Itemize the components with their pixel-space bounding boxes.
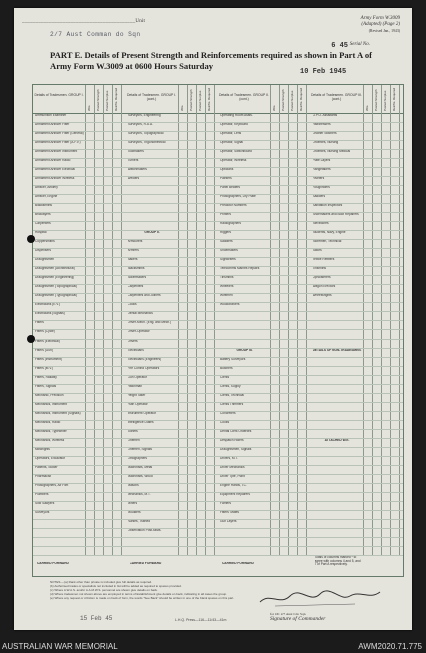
trade-label: Storemen, Technical [312, 240, 342, 244]
trade-label: Masons [127, 483, 139, 487]
trade-label: Leather Stitchers [312, 132, 337, 136]
trade-label: Rangetakers [312, 168, 331, 172]
trade-label: Intelligence Duties [127, 420, 154, 424]
trade-label: Photographers, Dry Plate [220, 195, 256, 199]
trade-label: Draughtsmen (Topographical) [35, 285, 77, 289]
trade-label: ATTACHED W.E. [324, 438, 350, 442]
trade-label: Tailors [312, 249, 322, 253]
trade-label: Signwriters [220, 258, 236, 262]
trade-label: GROUP III. [236, 348, 253, 352]
trade-label: Wheelers [220, 285, 234, 289]
column-head: Posted Surplus [105, 90, 109, 111]
trade-label: Painters [220, 177, 232, 181]
trade-label: Mechanics, Instrument (Signals) [35, 411, 81, 415]
trade-label: Dental Clerk Orderlies [220, 429, 252, 433]
group-header-label: Details of Tradesmen. GROUP I. [34, 93, 84, 97]
unit-stamp: 2/7 Aust Comman do Sqn [50, 31, 141, 38]
trade-label: Saddlers [312, 195, 326, 199]
trade-label: Blacksmiths [35, 204, 53, 208]
trade-label: Plumbers [35, 492, 49, 496]
notes: NOTES.—(a) Rank other than private is included give full details as required. (b) Authorised trades or specialists not included in list will be added as required to spaces provided. (c) Where A.W.A.S. and/or A.A.M.W.S. personnel are shown give details on back. (d) Where tradesmen not shown above are employed in terms of Establishment give details on back, indicating in all cases the group. (e) Where any request or criticism is made on back of form, the words "See Back" should be written in one of the blank spaces on this part. [50, 580, 235, 600]
trade-label: Cooks [127, 303, 137, 307]
trade-label: Operator, Wireless [220, 159, 247, 163]
trade-label: Armament Artificer Fitter (General) [35, 132, 84, 136]
trade-label: Engine Hands, I.C. [220, 483, 247, 487]
trade-label: Armament Artificer Fitter [35, 123, 70, 127]
trade-label: Turners [127, 159, 139, 163]
hole-punch [27, 235, 35, 243]
trade-label: Wagon Erectors [312, 285, 336, 289]
trade-label: Students, Navy, Engine [312, 231, 346, 235]
trade-label: Observation Post Assts. [127, 528, 162, 532]
trade-label: Gun Operator [127, 375, 147, 379]
trade-label: Plate Layers [312, 159, 331, 163]
trade-label: Predictor Numbers [220, 204, 247, 208]
trade-label: Mechanics, Instrument [35, 402, 68, 406]
printer-line: L.H.Q. Press—116—11/43—41m [175, 618, 227, 622]
trade-label: Armrers [127, 249, 139, 253]
trade-label: Photographers, Air Film [35, 483, 69, 487]
trade-label: Woodworkers [220, 303, 240, 307]
trade-label: Tinsmiths [312, 267, 327, 271]
caption-bar [0, 641, 426, 653]
caption-left: AUSTRALIAN WAR MEMORIAL [2, 642, 118, 651]
trade-label: Linemen [127, 438, 140, 442]
form-title: PART E. Details of Present Strength and Reinforcements required as shown in Part A of Army Form W.3009 at 0600 Hours Saturday [50, 50, 373, 71]
column-head: Posted Strength [188, 89, 193, 111]
trade-label: Clerks, Supply [220, 384, 241, 388]
trade-label: Pharmacist [35, 474, 51, 478]
trade-label: Moulders [127, 510, 141, 514]
column-head: Reinfts. Required [391, 87, 396, 111]
trade-label: Panel Beaters [220, 186, 241, 190]
column-head: W.E. [87, 104, 91, 111]
caption-right: AWM2020.71.775 [358, 642, 422, 651]
trade-label: Dispensers [35, 249, 51, 253]
carried-forward-label: CARRIED FORWARD [37, 562, 69, 565]
trade-label: Upholsterers [312, 276, 331, 280]
column-head: Posted Surplus [197, 90, 202, 111]
trade-label: Height Taker [127, 393, 146, 397]
trade-label: Hutn Operator [127, 402, 148, 406]
trade-label: Riveters [312, 177, 325, 181]
column-head: W.E. [364, 104, 369, 111]
trade-label: Fitters, Railway [35, 375, 57, 379]
form-reference: Army Form W.3009 (Adapted) (Page 2) (Revised Jan., 1943) [360, 16, 400, 33]
trade-label: DETAILS OF NON-TRADESMEN. [312, 348, 362, 352]
trade-label: Printers [220, 213, 231, 217]
trade-label: Surveyors, Topographical [127, 132, 164, 136]
trade-label: Surveyors, R.A.A. [127, 123, 153, 127]
trade-label: Shoemakers and Boot Repairers [312, 213, 359, 217]
trade-label: Wiremen [220, 294, 233, 298]
trade-label: Machinists, Wood [127, 474, 153, 478]
trade-label: Clerks Trimmers [220, 402, 244, 406]
trade-label: Fitters (M.V.) [35, 366, 54, 370]
group-header-label: Details of Tradesmen. GROUP III. (cont.) [310, 93, 362, 101]
trade-label: Operator, Signal [220, 141, 244, 145]
trade-label: Fitters (Electrical) [35, 339, 60, 343]
trade-label: Artificer, Engine [35, 195, 58, 199]
trade-label: Hospital [35, 231, 47, 235]
trade-label: Clerks, Technical [220, 393, 245, 397]
trade-label: Electricians (Engineers) [127, 357, 162, 361]
trade-label: Joiners [127, 429, 138, 433]
trade-label: Lithographers [127, 456, 147, 460]
column-head: Reinfts. Required [114, 87, 118, 111]
trade-label: Shoemakers [220, 249, 238, 253]
trade-label: Carpenters and Joiners [127, 294, 161, 298]
trade-label: Millwrights [35, 447, 50, 451]
trade-label: Opticians [220, 168, 234, 172]
trade-label: Mechanics, Typewriter [35, 429, 67, 433]
trade-label: Telecomms Maintrs Repairs [220, 267, 260, 271]
trade-label: Instrument Operator [127, 411, 157, 415]
trade-label: Stevedores [312, 222, 329, 226]
trade-label: Draughtsmen, Signals [220, 447, 252, 451]
column-head: Posted Strength [281, 89, 285, 111]
trade-label: Machinists, Metal [127, 465, 153, 469]
strength-table [32, 84, 404, 556]
trade-label: Miners [127, 501, 138, 505]
trade-label: Orderlies, Nursing [312, 141, 339, 145]
trade-label: GROUP II. [144, 231, 160, 235]
trade-label: Dental Mechanics [127, 312, 153, 316]
trade-label: Mechanic, Precision [35, 393, 64, 397]
trade-label: Draughtsmen (Architectural) [35, 267, 75, 271]
trade-label: Draughtsmen (Engineering) [35, 276, 75, 280]
carried-forward-label: Totals of columns marked * to agree with columns 4 and 5, and 7 of Part A respectively. [314, 556, 361, 566]
serial-label: Serial No. [349, 42, 370, 47]
trade-label: Fitters (Instrument) [35, 357, 62, 361]
column-head: Reinfts. Required [299, 87, 303, 111]
column-head: Posted Strength [373, 89, 378, 111]
trade-label: Mechanics, Wireless [35, 438, 65, 442]
trade-label: Bricklayers [35, 213, 51, 217]
trade-label: Fitters, Signals [35, 384, 57, 388]
unit-label: __________________________________________Unit [22, 19, 146, 24]
signature-caption: for OC 2/7 Aust Cdo Sqn Signature of Commander [270, 612, 326, 622]
trade-label: Drivers [127, 339, 138, 343]
group-header-label: Details of Tradesmen. GROUP II. (cont.) [218, 93, 270, 101]
trade-label: Drivers, M.T. [220, 456, 238, 460]
table-footer [32, 554, 404, 577]
trade-label: Cooks [220, 420, 230, 424]
trade-label: Saddlers [220, 240, 233, 244]
commander-signature [255, 588, 385, 610]
trade-label: Welders [127, 177, 140, 181]
trade-label: Fitters (Cycle) [35, 330, 55, 334]
trade-label: Armament Artificer Electrical [35, 168, 76, 172]
trade-label: Tinsmiths [220, 276, 234, 280]
trade-label: Wheelwrights [312, 294, 332, 298]
trade-label: Hatchman [127, 384, 143, 388]
trade-label: Driver-Operator [127, 330, 150, 334]
trade-label: Artificer, Artillery [35, 186, 58, 190]
trade-label: Concreters [220, 411, 236, 415]
trade-label: Bakers [127, 258, 138, 262]
trade-label: Armament Artificer Wireless [35, 177, 75, 181]
trade-label: Blacksmiths [127, 267, 145, 271]
trade-label: Orderlies, Nursing Medical [312, 150, 351, 154]
trade-label: Mechanics, Radio [35, 420, 61, 424]
trade-label: Textile Refitters [312, 258, 335, 262]
trade-label: Sanitation Inspectors [312, 204, 343, 208]
trade-label: Driver Tpte, Plant [220, 474, 245, 478]
column-head: W.E. [179, 104, 184, 111]
trade-label: Surveyors [35, 510, 50, 514]
trade-label: Draughtsmen [35, 258, 55, 262]
trade-label: Roughriders [312, 186, 330, 190]
group-header-label: Details of Tradesmen. GROUP I. (cont.) [126, 93, 177, 101]
trade-label: Electricians (Signals) [35, 312, 65, 316]
trade-label: Armament Artificer Fitter (A.F.V.) [35, 141, 81, 145]
received-date-stamp: 15 Feb 45 [80, 615, 113, 622]
trade-label: Butchers [220, 366, 233, 370]
trade-label: Riggers [220, 231, 231, 235]
trade-label: Watchmakers [127, 168, 147, 172]
trade-label: Toolmakers [127, 150, 144, 154]
trade-label: Electricians [127, 348, 144, 352]
column-head: Posted Strength [96, 89, 100, 111]
trade-label: Ammunition Examiner [35, 114, 67, 117]
trade-label: Equipment Repairers [220, 492, 250, 496]
trade-label: Gun Layers [220, 519, 237, 523]
trade-label: Boilermakers [127, 276, 147, 280]
trade-label: Patients, Stoker [35, 465, 58, 469]
column-head: Posted Surplus [290, 90, 294, 111]
trade-label: Coppersmiths [35, 240, 55, 244]
trade-label: Armourers [127, 240, 143, 244]
trade-label: Armament Artificer Instrument [35, 150, 78, 154]
trade-label: Electricians (E.V.) [35, 303, 61, 307]
column-head: Reinfts. Required [206, 87, 211, 111]
trade-label: Despatch Riders [220, 438, 244, 442]
trade-label: Radiographers [220, 222, 241, 226]
trade-label: Surveyors, Engineering [127, 114, 161, 117]
trade-label: Nurses, Trained [127, 519, 150, 523]
trade-label: G.P.O. Assistants [312, 114, 338, 117]
trade-label: Clerks [220, 375, 230, 379]
carried-forward-label: CARRIED FORWARD [222, 562, 254, 565]
trade-label: Armament Artificer Radio [35, 159, 71, 163]
trade-label: Draughtsmen (Typographical) [35, 294, 77, 298]
column-head: W.E. [272, 104, 276, 111]
trade-label: Hairdressers [312, 123, 331, 127]
trade-label: Operator, Keyboard [220, 123, 248, 127]
trade-label: Sow Sawyers [35, 501, 55, 505]
trade-label: Fitters' Mates [220, 510, 240, 514]
carried-forward-label: CARRIED FORWARD [129, 562, 162, 565]
trade-label: Fire Control Operators [127, 366, 160, 370]
trade-label: Carpenters [127, 285, 144, 289]
trade-label: Driver Mechanics [220, 465, 245, 469]
trade-label: Carpenters [35, 222, 51, 226]
trade-label: Operator, Lens [220, 132, 242, 136]
trade-label: Operators, Excavator [35, 456, 66, 460]
trade-label: Battery Surveyors [220, 357, 246, 361]
hole-punch [27, 335, 35, 343]
trade-label: Driver-Mech. (Eng. and Mech.) [127, 321, 172, 325]
trade-label: Fitters [35, 321, 44, 325]
trade-label: Farriers [220, 501, 231, 505]
trade-label: Operator, Switchboard [220, 150, 252, 154]
trade-label: Linemen, Signals [127, 447, 152, 451]
column-head: Posted Surplus [382, 90, 387, 111]
trade-label: Fitters (Gun) [35, 348, 53, 352]
trade-label: Mechanics, M.T. [127, 492, 151, 496]
serial-number: 6 45 [331, 42, 348, 50]
trade-label: Surveyors, Trigonometrical [127, 141, 166, 145]
form-date: 10 Feb 1945 [300, 68, 347, 76]
trade-label: Operating Room Assts. [220, 114, 253, 117]
